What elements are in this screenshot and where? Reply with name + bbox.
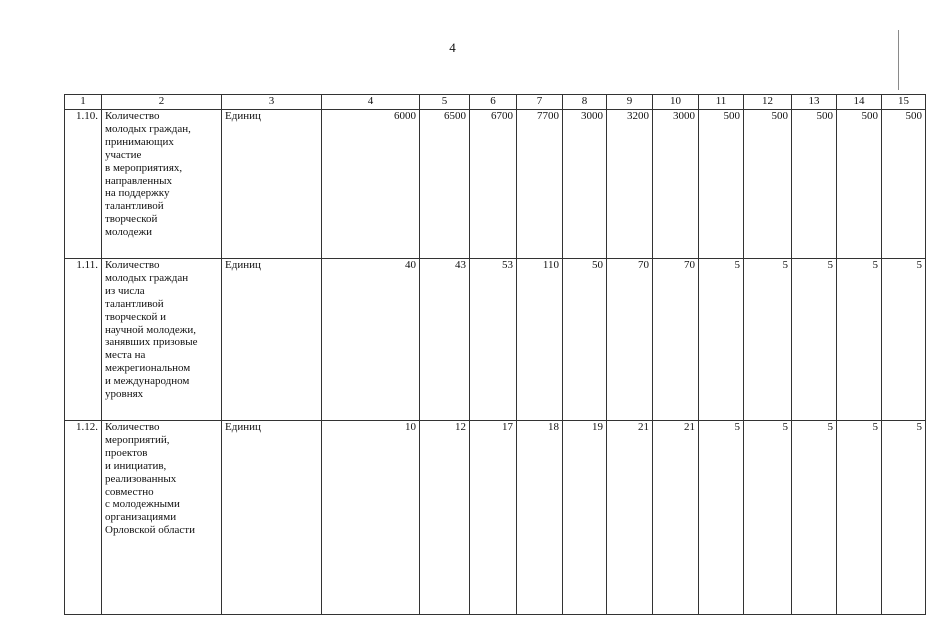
value-cell: 5: [837, 259, 882, 421]
table-row: [65, 421, 926, 615]
value-cell: 40: [322, 259, 420, 421]
header-cell: 13: [792, 95, 837, 110]
value-cell: 53: [470, 259, 517, 421]
value-cell: 5: [837, 421, 882, 615]
header-cell: 7: [517, 95, 563, 110]
indicator-name: Количество молодых граждан из числа талантливой творческой и научной молодежи, занявших призовые места на межрегиональном и международном уровнях: [102, 259, 222, 421]
value-cell: 21: [607, 421, 653, 615]
header-cell: 14: [837, 95, 882, 110]
value-cell: 17: [470, 421, 517, 615]
header-cell: 12: [744, 95, 792, 110]
value-cell: 110: [517, 259, 563, 421]
value-cell: 6000: [322, 110, 420, 259]
row-number: 1.12.: [65, 421, 102, 615]
value-cell: 5: [792, 259, 837, 421]
value-cell: 7700: [517, 110, 563, 259]
header-cell: 10: [653, 95, 699, 110]
value-cell: 6700: [470, 110, 517, 259]
header-cell: 8: [563, 95, 607, 110]
indicator-table: [64, 94, 926, 615]
value-cell: 21: [653, 421, 699, 615]
value-cell: 5: [882, 421, 926, 615]
value-cell: 5: [744, 421, 792, 615]
unit-cell: Единиц: [222, 421, 322, 615]
table-row: [65, 259, 926, 421]
value-cell: 18: [517, 421, 563, 615]
value-cell: 5: [882, 259, 926, 421]
value-cell: 6500: [420, 110, 470, 259]
table-row: [65, 110, 926, 259]
indicator-name: Количество мероприятий, проектов и инициатив, реализованных совместно с молодежными организациями Орловской области: [102, 421, 222, 615]
value-cell: 10: [322, 421, 420, 615]
value-cell: 70: [653, 259, 699, 421]
header-cell: 9: [607, 95, 653, 110]
value-cell: 50: [563, 259, 607, 421]
value-cell: 5: [699, 421, 744, 615]
value-cell: 3000: [653, 110, 699, 259]
unit-cell: Единиц: [222, 259, 322, 421]
value-cell: 500: [744, 110, 792, 259]
header-row: [65, 95, 926, 110]
value-cell: 43: [420, 259, 470, 421]
page-number: 4: [449, 40, 456, 55]
value-cell: 12: [420, 421, 470, 615]
header-cell: 2: [102, 95, 222, 110]
value-cell: 3200: [607, 110, 653, 259]
value-cell: 5: [744, 259, 792, 421]
header-cell: 11: [699, 95, 744, 110]
value-cell: 3000: [563, 110, 607, 259]
row-number: 1.11.: [65, 259, 102, 421]
value-cell: 500: [699, 110, 744, 259]
value-cell: 5: [792, 421, 837, 615]
value-cell: 500: [882, 110, 926, 259]
row-number: 1.10.: [65, 110, 102, 259]
header-cell: 4: [322, 95, 420, 110]
header-cell: 1: [65, 95, 102, 110]
header-cell: 15: [882, 95, 926, 110]
header-cell: 6: [470, 95, 517, 110]
indicator-name: Количество молодых граждан, принимающих участие в мероприятиях, направленных на поддержку талантливой творческой молодежи: [102, 110, 222, 259]
header-cell: 5: [420, 95, 470, 110]
value-cell: 19: [563, 421, 607, 615]
scan-edge-line: [898, 30, 899, 90]
unit-cell: Единиц: [222, 110, 322, 259]
header-cell: 3: [222, 95, 322, 110]
value-cell: 500: [792, 110, 837, 259]
value-cell: 70: [607, 259, 653, 421]
value-cell: 500: [837, 110, 882, 259]
value-cell: 5: [699, 259, 744, 421]
